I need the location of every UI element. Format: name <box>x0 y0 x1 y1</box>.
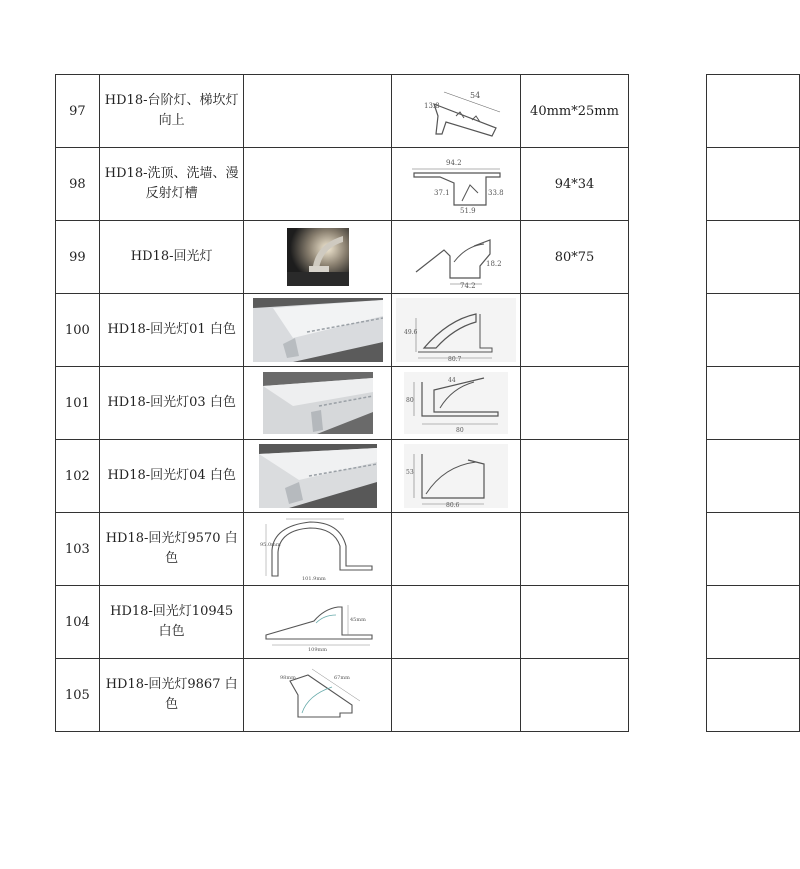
dimension-label: 80 <box>405 397 414 404</box>
item-name-text: HD18-台阶灯、梯坎灯向上 <box>104 93 239 128</box>
dimension-label: 109mm <box>307 647 327 653</box>
profile-drawing <box>396 298 516 362</box>
spec-size <box>520 659 629 732</box>
table-row <box>56 221 800 294</box>
profile-drawing-cell <box>391 440 520 513</box>
table-row <box>56 659 800 732</box>
spec-size: 40mm*25mm <box>520 75 629 148</box>
profile-drawing <box>404 153 508 215</box>
dimension-label: 18.2 <box>485 260 502 268</box>
product-photo <box>263 372 373 434</box>
table-row <box>56 440 800 513</box>
item-number: 105 <box>56 659 100 732</box>
profile-drawing-cell <box>391 75 520 148</box>
profile-drawing <box>404 82 508 140</box>
profile-drawing <box>404 444 508 508</box>
dimension-label: 95.0mm <box>259 542 281 548</box>
item-number: 101 <box>56 367 100 440</box>
remark-cell <box>707 440 800 513</box>
table-row <box>56 513 800 586</box>
spacer-cell <box>629 148 707 221</box>
dimension-label: 53 <box>405 469 414 476</box>
spec-size <box>520 586 629 659</box>
item-name-text: HD18-回光灯9867 白色 <box>105 677 238 712</box>
profile-drawing-cell <box>391 148 520 221</box>
item-name <box>99 367 244 440</box>
item-number: 102 <box>56 440 100 513</box>
spec-size: 94*34 <box>520 148 629 221</box>
remark-cell <box>707 513 800 586</box>
product-photo <box>259 444 377 508</box>
spacer-cell <box>629 294 707 367</box>
profile-drawing <box>404 372 508 434</box>
item-name <box>99 659 244 732</box>
profile-drawing-cell <box>244 659 391 732</box>
spec-size <box>520 440 629 513</box>
item-name-text: HD18-回光灯01 白色 <box>107 322 236 337</box>
dimension-label: 45mm <box>349 617 366 623</box>
spec-size <box>520 294 629 367</box>
profile-drawing-cell <box>391 586 520 659</box>
remark-cell <box>707 367 800 440</box>
table-row <box>56 586 800 659</box>
spec-size: 80*75 <box>520 221 629 294</box>
profile-drawing-cell <box>244 513 391 586</box>
item-number: 99 <box>56 221 100 294</box>
remark-cell <box>707 148 800 221</box>
spacer-cell <box>629 221 707 294</box>
dimension-label: 80.7 <box>447 356 462 362</box>
dimension-label: 80.6 <box>445 502 460 508</box>
item-number: 100 <box>56 294 100 367</box>
spacer-cell <box>629 440 707 513</box>
product-photo <box>253 298 383 362</box>
product-photo-cell <box>244 75 391 148</box>
item-number: 97 <box>56 75 100 148</box>
item-name <box>99 440 244 513</box>
dimension-label: 49.6 <box>403 329 418 336</box>
remark-cell <box>707 75 800 148</box>
product-photo-cell <box>244 148 391 221</box>
product-photo-cell <box>244 440 391 513</box>
item-name <box>99 148 244 221</box>
item-number: 103 <box>56 513 100 586</box>
item-name <box>99 221 244 294</box>
remark-cell <box>707 221 800 294</box>
dimension-label: 74.2 <box>459 282 476 288</box>
dimension-label: 80 <box>455 427 464 434</box>
spacer-cell <box>629 513 707 586</box>
profile-drawing <box>258 591 378 653</box>
profile-drawing-cell <box>391 221 520 294</box>
spacer-cell <box>629 586 707 659</box>
profile-drawing-cell <box>391 659 520 732</box>
remark-cell <box>707 659 800 732</box>
product-photo-cell <box>244 221 391 294</box>
dimension-label: 37.1 <box>433 189 450 197</box>
profile-drawing <box>260 516 376 582</box>
spec-size <box>520 367 629 440</box>
spacer-cell <box>629 367 707 440</box>
spacer-cell <box>629 75 707 148</box>
item-number: 104 <box>56 586 100 659</box>
table-row <box>56 367 800 440</box>
item-name <box>99 75 244 148</box>
product-photo-cell <box>244 294 391 367</box>
profile-drawing <box>404 226 508 288</box>
item-name-text: HD18-回光灯03 白色 <box>107 395 236 410</box>
item-name-text: HD18-回光灯10945 白色 <box>110 604 234 639</box>
dimension-label: 54 <box>469 91 480 100</box>
item-name-text: HD18-回光灯9570 白色 <box>105 531 238 566</box>
dimension-label: 13.8 <box>423 102 440 110</box>
dimension-label: 98mm <box>279 675 296 681</box>
profile-drawing <box>268 665 368 725</box>
item-name-text: HD18-回光灯 <box>130 249 213 264</box>
profile-drawing-cell <box>391 513 520 586</box>
profile-drawing-cell <box>391 367 520 440</box>
remark-cell <box>707 294 800 367</box>
table-row <box>56 75 800 148</box>
item-name <box>99 586 244 659</box>
dimension-label: 94.2 <box>445 159 462 167</box>
profile-drawing-cell <box>244 586 391 659</box>
item-name <box>99 513 244 586</box>
product-spec-table <box>55 74 800 732</box>
item-number: 98 <box>56 148 100 221</box>
dimension-label: 33.8 <box>487 189 504 197</box>
dimension-label: 101.9mm <box>301 576 326 582</box>
spacer-cell <box>629 659 707 732</box>
spec-size <box>520 513 629 586</box>
dimension-label: 67mm <box>333 675 350 681</box>
item-name-text: HD18-回光灯04 白色 <box>107 468 236 483</box>
dimension-label: 44 <box>447 377 456 384</box>
product-photo-cell <box>244 367 391 440</box>
product-photo <box>287 228 349 286</box>
dimension-label: 51.9 <box>459 207 476 215</box>
table-row <box>56 294 800 367</box>
item-name-text: HD18-洗顶、洗墙、漫反射灯槽 <box>104 166 239 201</box>
table-row <box>56 148 800 221</box>
profile-drawing-cell <box>391 294 520 367</box>
item-name <box>99 294 244 367</box>
remark-cell <box>707 586 800 659</box>
